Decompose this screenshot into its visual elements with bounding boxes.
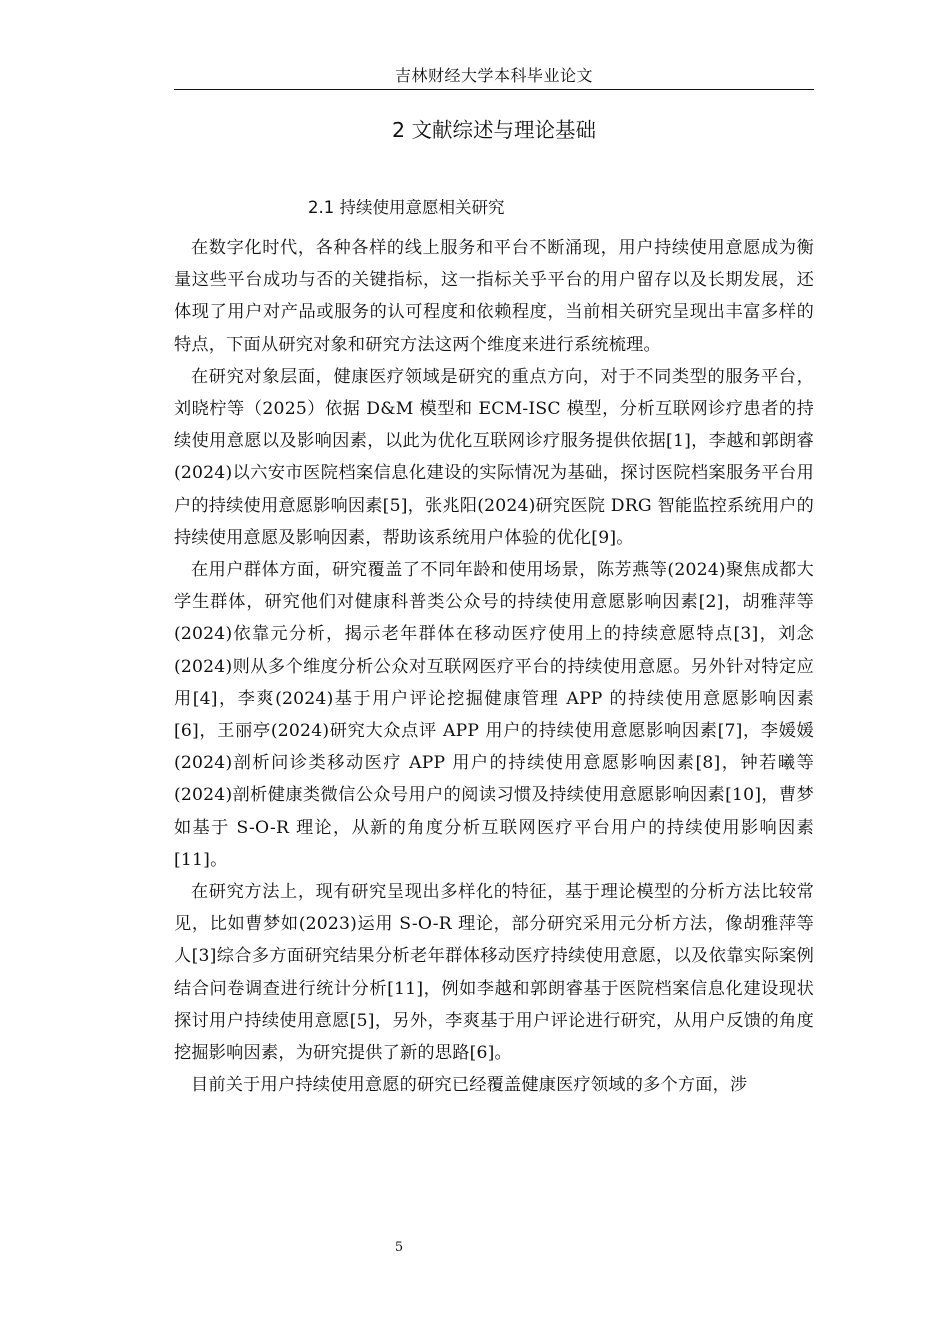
paragraph-user-groups: 在用户群体方面，研究覆盖了不同年龄和使用场景，陈芳燕等(2024)聚焦成都大学生群体，研究他们对健康科普类公众号的持续使用意愿影响因素[2]，胡雅萍等(2024)依靠元分析，揭示老年群体在移动医疗使用上的持续意愿特点[3]，刘念(2024)则从多个维度分析公众对互联网医疗平台的持续使用意愿。另外针对特定应用[4]，李爽(2024)基于用户评论挖掘健康管理 APP 的持续使用意愿影响因素[6]，王丽亭(2024)研究大众点评 APP 用户的持续使用意愿影响因素[7]，李媛媛(2024)剖析问诊类移动医疗 APP 用户的持续使用意愿影响因素[8]，钟若曦等(2024)剖析健康类微信公众号用户的阅读习惯及持续使用意愿影响因素[10]，曹梦如基于 S-O-R 理论，从新的角度分析互联网医疗平台用户的持续使用影响因素[11]。 [174,560,814,870]
paragraph-intro: 在数字化时代，各种各样的线上服务和平台不断涌现，用户持续使用意愿成为衡量这些平台成功与否的关键指标，这一指标关乎平台的用户留存以及长期发展，还体现了用户对产品或服务的认可程度和依赖程度，当前相关研究呈现出丰富多样的特点，下面从研究对象和研究方法这两个维度来进行系统梳理。 [174,238,814,355]
paragraph-research-objects: 在研究对象层面，健康医疗领域是研究的重点方向，对于不同类型的服务平台，刘晓柠等（2025）依据 D&M 模型和 ECM-ISC 模型，分析互联网诊疗患者的持续使用意愿以及影响因素，以此为优化互联网诊疗服务提供依据[1]，李越和郭朗睿(2024)以六安市医院档案信息化建设的实际情况为基础，探讨医院档案服务平台用户的持续使用意愿影响因素[5]，张兆阳(2024)研究医院 DRG 智能监控系统用户的持续使用意愿及影响因素，帮助该系统用户体验的优化[9]。 [174,366,814,548]
header-divider [174,89,814,90]
page-number: 5 [394,1240,404,1255]
body-text [174,232,814,1101]
paragraph-research-methods: 在研究方法上，现有研究呈现出多样化的特征，基于理论模型的分析方法比较常见，比如曹梦如(2023)运用 S-O-R 理论，部分研究采用元分析方法，像胡雅萍等人[3]综合多方面研究结果分析老年群体移动医疗持续使用意愿，以及依靠实际案例结合问卷调查进行统计分析[11]，例如李越和郭朗睿基于医院档案信息化建设现状探讨用户持续使用意愿[5]，另外，李爽基于用户评论进行研究，从用户反馈的角度挖掘影响因素，为研究提供了新的思路[6]。 [174,882,814,1064]
section-title: 2.1 持续使用意愿相关研究 [308,198,505,217]
running-header: 吉林财经大学本科毕业论文 [394,66,593,85]
chapter-title: 2 文献综述与理论基础 [391,118,597,142]
paragraph-summary: 目前关于用户持续使用意愿的研究已经覆盖健康医疗领域的多个方面，涉 [191,1075,748,1096]
